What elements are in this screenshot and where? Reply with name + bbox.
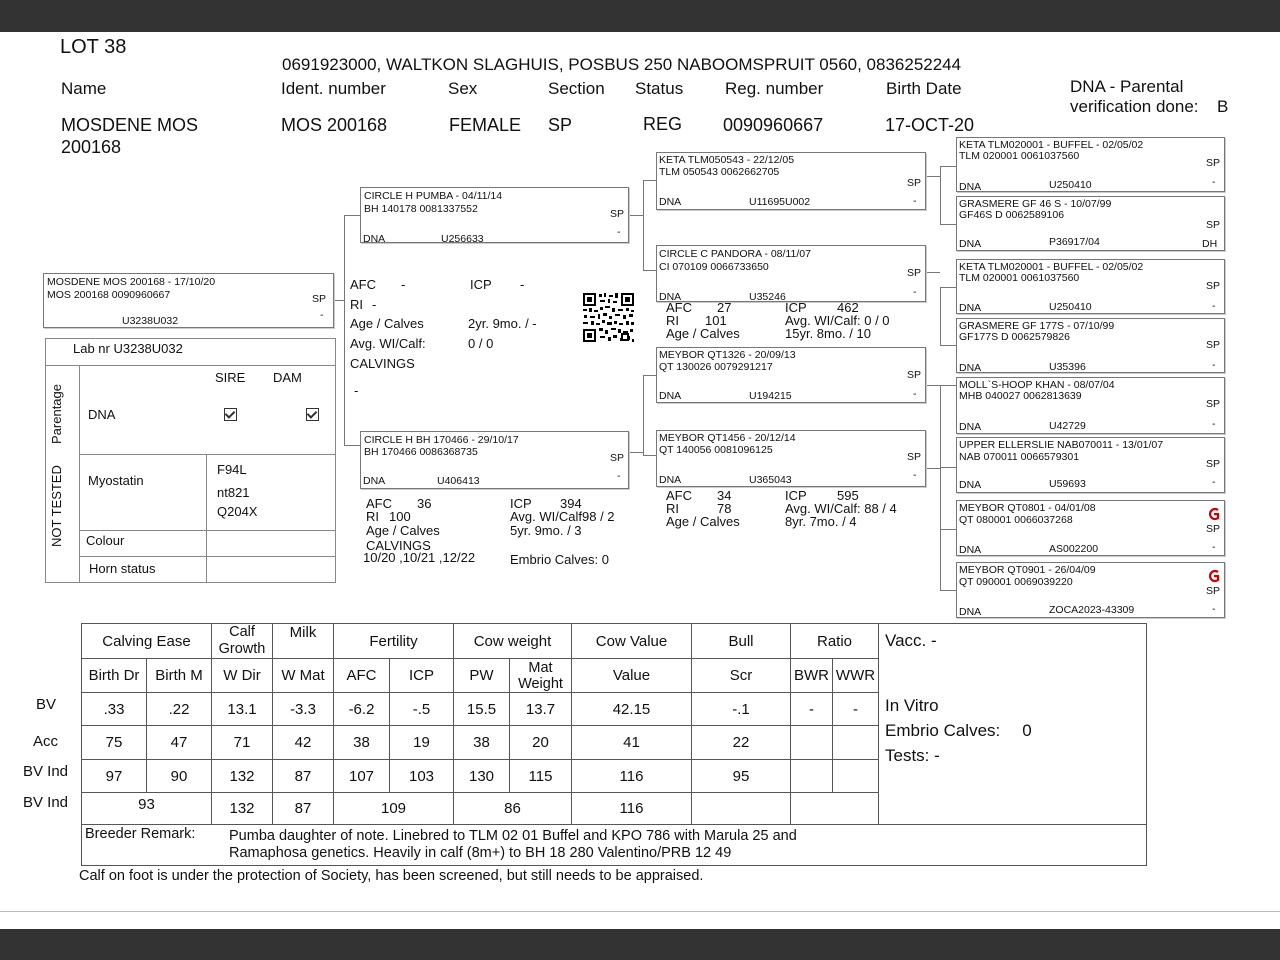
- hdr-bull: Bull: [692, 624, 791, 659]
- connector: [643, 375, 657, 376]
- sub-pw: PW: [454, 659, 510, 693]
- gp-dna-label: DNA: [659, 474, 682, 486]
- gp-meybor1326-box: [656, 347, 926, 403]
- gp-dna: U11695U002: [749, 196, 811, 208]
- dam-afc-value: 36: [417, 496, 432, 511]
- ggp-dash: -: [1212, 603, 1216, 615]
- bv-cell: 15.5: [454, 693, 510, 726]
- dam-header: DAM: [273, 370, 302, 385]
- status-value: REG: [643, 114, 683, 134]
- ggp-dash: -: [1212, 418, 1216, 430]
- ggp-title: MEYBOR QT0901 - 26/04/09: [959, 564, 1096, 576]
- bv-cell: .22: [147, 693, 212, 726]
- gp-id: QT 140056 0081096125: [659, 444, 773, 456]
- bvind2-cell: [692, 793, 791, 825]
- connector: [629, 452, 643, 453]
- acc-cell: 41: [572, 726, 692, 760]
- animal-box-dna: U3238U032: [122, 315, 179, 327]
- divider: [0, 911, 1280, 912]
- gp-section: SP: [907, 177, 922, 189]
- bv-cell: -: [791, 693, 833, 726]
- gp-id: CI 070109 0066733650: [659, 261, 769, 273]
- birth-value: 17-OCT-20: [885, 115, 975, 135]
- ggp-dash: -: [1212, 476, 1216, 488]
- acc-cell: [791, 726, 833, 760]
- dam-title: CIRCLE H BH 170466 - 29/10/17: [364, 434, 519, 446]
- connector: [940, 529, 956, 530]
- ggp-id: QT 080001 0066037268: [959, 514, 1073, 526]
- ggp-title: MEYBOR QT0801 - 04/01/08: [959, 502, 1096, 514]
- sire-section: SP: [610, 208, 625, 220]
- ggp-section: SP: [1206, 280, 1221, 292]
- bvind2-cell: 93: [82, 793, 212, 825]
- ggp-section: SP: [1206, 339, 1221, 351]
- sire-dna: U256633: [441, 233, 484, 245]
- connector: [940, 287, 956, 288]
- ggp-dna: U59693: [1049, 478, 1086, 490]
- sire-title: CIRCLE H PUMBA - 04/11/14: [364, 190, 503, 202]
- acc-cell: 20: [510, 726, 572, 760]
- sub-w-dir: W Dir: [212, 659, 273, 693]
- bvind2-cell: 132: [212, 793, 273, 825]
- ggp-dna-label: DNA: [959, 606, 982, 618]
- ggp-dash: -: [1212, 300, 1216, 312]
- ggp-dna-label: DNA: [959, 238, 982, 250]
- gp-meybor1456-box: [656, 430, 926, 487]
- footer-note: Calf on foot is under the protection of Society, has been screened, but still needs to be appraised.: [79, 868, 704, 884]
- ri-label: RI: [350, 297, 363, 312]
- hdr-calving-ease: Calving Ease: [82, 624, 212, 659]
- animal-box-section: SP: [312, 293, 327, 305]
- bv-cell: 13.7: [510, 693, 572, 726]
- parentage-label: Parentage: [49, 384, 64, 444]
- gp-section: SP: [907, 267, 922, 279]
- pandora-ri-value: 101: [705, 313, 727, 328]
- afc-value: -: [401, 277, 406, 292]
- ggp-box-1: [956, 137, 1225, 192]
- ggp-title: GRASMERE GF 46 S - 10/07/99: [959, 198, 1112, 210]
- hdr-cow-value: Cow Value: [572, 624, 692, 659]
- ggp-dash: -: [1212, 541, 1216, 553]
- label-sex: Sex: [448, 79, 478, 98]
- sire-box: [360, 187, 629, 243]
- dam-calvings-label: CALVINGS: [366, 538, 431, 553]
- bv-cell: -6.2: [334, 693, 390, 726]
- bvind2-cell: 86: [454, 793, 572, 825]
- ggp-id: TLM 020001 0061037560: [959, 272, 1080, 284]
- sub-afc: AFC: [334, 659, 390, 693]
- bvind-cell: 95: [692, 760, 791, 793]
- dam-dna-label: DNA: [363, 475, 386, 487]
- ggp-box-6: [956, 437, 1225, 493]
- age-label: Age / Calves: [350, 316, 424, 331]
- myostatin-value-1: F94L: [217, 462, 247, 477]
- gp-id: TLM 050543 0062662705: [659, 166, 780, 178]
- embrio-label: Embrio Calves:: [885, 721, 1001, 740]
- bv-cell: -3.3: [273, 693, 334, 726]
- dna-label: DNA: [88, 407, 116, 422]
- ggp-section: SP: [1206, 523, 1221, 535]
- myostatin-value-3: Q204X: [217, 504, 258, 519]
- dam-icp-label: ICP: [510, 496, 532, 511]
- calvings-label: CALVINGS: [350, 356, 415, 371]
- bvind-cell: 116: [572, 760, 692, 793]
- icp-label: ICP: [470, 277, 492, 292]
- connector: [940, 467, 956, 468]
- connector: [629, 215, 643, 216]
- bvind-cell: [833, 760, 879, 793]
- dam-avg: Avg. WI/Calf98 / 2: [510, 509, 615, 524]
- m1456-avg: Avg. WI/Calf: 88 / 4: [785, 501, 897, 516]
- ggp-box-3: [956, 259, 1225, 314]
- ggp-dna-label: DNA: [959, 479, 982, 491]
- label-section: Section: [548, 79, 605, 98]
- ri-value: -: [372, 297, 377, 312]
- avg-value: 0 / 0: [468, 336, 494, 351]
- afc-label: AFC: [350, 277, 376, 292]
- gp-title: MEYBOR QT1326 - 20/09/13: [659, 349, 796, 361]
- icp-value: -: [520, 277, 525, 292]
- animal-name-2: 200168: [61, 137, 122, 157]
- bvind-cell: [791, 760, 833, 793]
- gp-dash: -: [913, 388, 917, 400]
- pandora-icp-value: 462: [837, 300, 859, 315]
- label-name: Name: [61, 79, 107, 98]
- m1456-afc-label: AFC: [666, 488, 692, 503]
- qr-code-icon: [582, 292, 635, 343]
- connector: [643, 180, 644, 270]
- sire-id: BH 140178 0081337552: [364, 203, 478, 215]
- ggp-title: GRASMERE GF 177S - 07/10/99: [959, 320, 1115, 332]
- connector: [940, 287, 941, 345]
- sub-scr: Scr: [692, 659, 791, 693]
- connector: [940, 385, 956, 386]
- hdr-calf-growth: Calf Growth: [212, 624, 273, 659]
- hdr-milk: Milk: [273, 624, 334, 659]
- row-label-bv: BV: [36, 696, 57, 713]
- connector: [344, 215, 345, 445]
- sub-wwr: WWR: [833, 659, 879, 693]
- breeder-remark: [82, 825, 1147, 866]
- ggp-section: SP: [1206, 157, 1221, 169]
- ggp-dna: P36917/04: [1049, 236, 1100, 248]
- dam-box: [360, 431, 629, 489]
- remark-line-2: Ramaphosa genetics. Heavily in calf (8m+) to BH 18 280 Valentino/PRB 12 49: [229, 845, 732, 861]
- row-label-bvind-2: BV Ind: [23, 794, 69, 811]
- sub-bwr: BWR: [791, 659, 833, 693]
- vacc-label: Vacc. -: [885, 631, 937, 650]
- m1456-ri-label: RI: [666, 501, 679, 516]
- ggp-dna: U35396: [1049, 361, 1086, 373]
- pandora-ri-label: RI: [666, 313, 679, 328]
- ggp-id: GF177S D 0062579826: [959, 331, 1070, 343]
- avg-label: Avg. WI/Calf:: [350, 336, 426, 351]
- gp-section: SP: [907, 369, 922, 381]
- bv-cell: -: [833, 693, 879, 726]
- sire-dna-label: DNA: [363, 233, 386, 245]
- ggp-id: TLM 020001 0061037560: [959, 150, 1080, 162]
- connector: [643, 375, 644, 455]
- gp-dash: -: [913, 469, 917, 481]
- dam-age-value: 5yr. 9mo. / 3: [510, 523, 582, 538]
- animal-box-title: MOSDENE MOS 200168 - 17/10/20: [47, 276, 216, 288]
- acc-cell: 42: [273, 726, 334, 760]
- ggp-id: NAB 070011 0066579301: [959, 451, 1080, 463]
- acc-cell: 75: [82, 726, 147, 760]
- m1456-ri-value: 78: [717, 501, 732, 516]
- label-reg: Reg. number: [725, 79, 824, 98]
- bvind-cell: 87: [273, 760, 334, 793]
- dam-dash: -: [617, 470, 621, 482]
- gp-pandora-box: [656, 245, 926, 302]
- label-status: Status: [635, 79, 684, 98]
- ggp-section: SP: [1206, 219, 1221, 231]
- myostatin-label: Myostatin: [88, 473, 144, 488]
- sub-icp: ICP: [390, 659, 454, 693]
- ggp-box-2: [956, 196, 1225, 251]
- ggp-box-7: [956, 500, 1225, 556]
- ggp-section: SP: [1206, 458, 1221, 470]
- m1456-age-label: Age / Calves: [666, 514, 740, 529]
- gp-dna-label: DNA: [659, 390, 682, 402]
- ggp-box-5: [956, 377, 1225, 434]
- ggp-dna: U250410: [1049, 179, 1092, 191]
- scores-table: [81, 623, 1147, 866]
- sire-dna-check-icon: [224, 408, 237, 421]
- connector: [344, 445, 360, 446]
- lab-number: Lab nr U3238U032: [73, 341, 183, 356]
- ggp-title: MOLL`S-HOOP KHAN - 08/07/04: [959, 379, 1115, 391]
- ggp-id: QT 090001 0069039220: [959, 576, 1073, 588]
- sire-dash: -: [617, 226, 621, 238]
- ggp-id: MHB 040027 0062813639: [959, 390, 1082, 402]
- sex-value: FEMALE: [449, 115, 522, 135]
- ggp-dna-label: DNA: [959, 544, 982, 556]
- sub-mat-weight: Mat Weight: [510, 659, 572, 693]
- gp-title: CIRCLE C PANDORA - 08/11/07: [659, 248, 811, 260]
- acc-cell: 19: [390, 726, 454, 760]
- animal-box-id: MOS 200168 0090960667: [47, 289, 171, 301]
- m1456-icp-label: ICP: [785, 488, 807, 503]
- animal-name-1: MOSDENE MOS: [61, 115, 199, 135]
- ggp-dna-label: DNA: [959, 362, 982, 374]
- bv-cell: .33: [82, 693, 147, 726]
- dam-afc-label: AFC: [366, 496, 392, 511]
- m1456-afc-value: 34: [717, 488, 732, 503]
- bvind2-cell: [791, 793, 879, 825]
- pandora-icp-label: ICP: [785, 300, 807, 315]
- ggp-box-8: [956, 562, 1225, 618]
- side-notes: [879, 624, 1147, 825]
- bvind-cell: 103: [390, 760, 454, 793]
- bvind-cell: 115: [510, 760, 572, 793]
- embrio-value: 0: [1022, 721, 1032, 740]
- invitro-label: In Vitro: [885, 696, 939, 715]
- acc-cell: 38: [454, 726, 510, 760]
- label-dna-1: DNA - Parental: [1070, 77, 1184, 96]
- acc-cell: 71: [212, 726, 273, 760]
- connector: [643, 270, 657, 271]
- bv-cell: 13.1: [212, 693, 273, 726]
- tests-label: Tests: -: [885, 746, 940, 765]
- ggp-dash: -: [1212, 176, 1216, 188]
- pandora-avg: Avg. WI/Calf: 0 / 0: [785, 313, 890, 328]
- bv-cell: -.1: [692, 693, 791, 726]
- ident-value: MOS 200168: [281, 115, 388, 135]
- remark-label: Breeder Remark:: [85, 826, 196, 842]
- bvind-cell: 132: [212, 760, 273, 793]
- connector: [940, 345, 956, 346]
- m1456-age-value: 8yr. 7mo. / 4: [785, 514, 857, 529]
- ggp-dna: ZOCA2023-43309: [1049, 604, 1135, 616]
- sub-w-mat: W Mat: [273, 659, 334, 693]
- connector: [334, 300, 344, 301]
- row-label-acc: Acc: [33, 733, 59, 750]
- label-dna-2: verification done:: [1070, 97, 1199, 116]
- connector: [940, 166, 956, 167]
- animal-box-dash: -: [320, 309, 324, 321]
- connector: [940, 166, 941, 224]
- connector: [344, 215, 360, 216]
- dam-id: BH 170466 0086368735: [364, 446, 478, 458]
- connector: [926, 468, 940, 469]
- pandora-age-label: Age / Calves: [666, 326, 740, 341]
- ggp-dash: -: [1212, 359, 1216, 371]
- acc-cell: 22: [692, 726, 791, 760]
- dam-section: SP: [610, 452, 625, 464]
- gp-id: QT 130026 0079291217: [659, 361, 773, 373]
- bvind-cell: 107: [334, 760, 390, 793]
- bvind2-cell: 109: [334, 793, 454, 825]
- bvind2-cell: 116: [572, 793, 692, 825]
- gp-section: SP: [907, 451, 922, 463]
- dam-dna-check-icon: [306, 408, 319, 421]
- dam-ri-label: RI: [366, 509, 379, 524]
- ggp-title: KETA TLM020001 - BUFFEL - 02/05/02: [959, 139, 1144, 151]
- colour-label: Colour: [86, 533, 125, 548]
- row-label-bvind: BV Ind: [23, 763, 69, 780]
- bvind-cell: 90: [147, 760, 212, 793]
- ggp-dna: U250410: [1049, 301, 1092, 313]
- gp-dna: U365043: [749, 474, 792, 486]
- bvind-cell: 130: [454, 760, 510, 793]
- calvings-value: -: [354, 383, 359, 398]
- connector: [643, 455, 657, 456]
- ggp-dash: DH: [1202, 238, 1218, 250]
- connector: [926, 385, 940, 386]
- hdr-cow-weight: Cow weight: [454, 624, 572, 659]
- bv-cell: 42.15: [572, 693, 692, 726]
- hdr-fertility: Fertility: [334, 624, 454, 659]
- lab-box: [45, 338, 336, 583]
- pandora-afc-value: 27: [717, 300, 732, 315]
- horn-label: Horn status: [89, 561, 156, 576]
- acc-cell: [833, 726, 879, 760]
- connector: [940, 590, 956, 591]
- sub-birth-m: Birth M: [147, 659, 212, 693]
- breeder-info: 0691923000, WALTKON SLAGHUIS, POSBUS 250 NABOOMSPRUIT 0560, 0836252244: [282, 55, 962, 74]
- connector: [940, 385, 941, 467]
- acc-cell: 47: [147, 726, 212, 760]
- ggp-title: UPPER ELLERSLIE NAB070011 - 13/01/07: [959, 439, 1164, 451]
- bv-cell: -.5: [390, 693, 454, 726]
- pandora-age-value: 15yr. 8mo. / 10: [785, 326, 871, 341]
- ggp-dna: AS002200: [1049, 543, 1099, 555]
- section-value: SP: [548, 115, 573, 135]
- gp-dash: -: [913, 195, 917, 207]
- sub-birth-dr: Birth Dr: [82, 659, 147, 693]
- myostatin-value-2: nt821: [217, 485, 250, 500]
- label-ident: Ident. number: [281, 79, 386, 98]
- gp-title: KETA TLM050543 - 22/12/05: [659, 154, 795, 166]
- society-logo-icon: [1207, 507, 1221, 521]
- ggp-section: SP: [1206, 398, 1221, 410]
- sire-header: SIRE: [215, 370, 246, 385]
- connector: [926, 272, 940, 273]
- top-bar: [0, 0, 1280, 32]
- not-tested-label: NOT TESTED: [49, 465, 64, 547]
- pandora-afc-label: AFC: [666, 300, 692, 315]
- gp-dna-label: DNA: [659, 291, 682, 303]
- gp-dna-label: DNA: [659, 196, 682, 208]
- ggp-id: GF46S D 0062589106: [959, 209, 1065, 221]
- gp-dna: U194215: [749, 390, 792, 402]
- connector: [643, 180, 657, 181]
- ggp-dna-label: DNA: [959, 421, 982, 433]
- lot-number: LOT 38: [60, 36, 127, 58]
- ggp-box-4: [956, 318, 1225, 373]
- gp-dna: U35246: [749, 291, 786, 303]
- reg-value: 0090960667: [723, 115, 824, 135]
- society-logo-icon: [1207, 569, 1221, 583]
- connector: [940, 224, 956, 225]
- gp-keta-box: [656, 152, 926, 210]
- dam-ri-value: 100: [389, 509, 411, 524]
- bvind-cell: 97: [82, 760, 147, 793]
- gp-title: MEYBOR QT1456 - 20/12/14: [659, 432, 796, 444]
- dam-icp-value: 394: [560, 496, 582, 511]
- acc-cell: 38: [334, 726, 390, 760]
- age-value: 2yr. 9mo. / -: [468, 316, 537, 331]
- dam-dna: U406413: [437, 475, 480, 487]
- ggp-title: KETA TLM020001 - BUFFEL - 02/05/02: [959, 261, 1144, 273]
- connector: [926, 176, 940, 177]
- hdr-ratio: Ratio: [791, 624, 879, 659]
- bvind2-cell: 87: [273, 793, 334, 825]
- dam-age-label: Age / Calves: [366, 523, 440, 538]
- ggp-dna: U42729: [1049, 420, 1086, 432]
- gp-dash: -: [913, 286, 917, 298]
- dam-embrio: Embrio Calves: 0: [510, 552, 609, 567]
- bottom-bar: [0, 929, 1280, 960]
- label-birth: Birth Date: [886, 79, 962, 98]
- ggp-dna-label: DNA: [959, 302, 982, 314]
- dam-calvings-value: 10/20 ,10/21 ,12/22: [363, 550, 476, 565]
- m1456-icp-value: 595: [837, 488, 859, 503]
- remark-line-1: Pumba daughter of note. Linebred to TLM 02 01 Buffel and KPO 786 with Marula 25 and: [229, 828, 797, 844]
- sub-value: Value: [572, 659, 692, 693]
- dna-verification-value: B: [1217, 97, 1229, 116]
- animal-box: [43, 273, 334, 328]
- ggp-section: SP: [1206, 585, 1221, 597]
- ggp-dna-label: DNA: [959, 181, 982, 193]
